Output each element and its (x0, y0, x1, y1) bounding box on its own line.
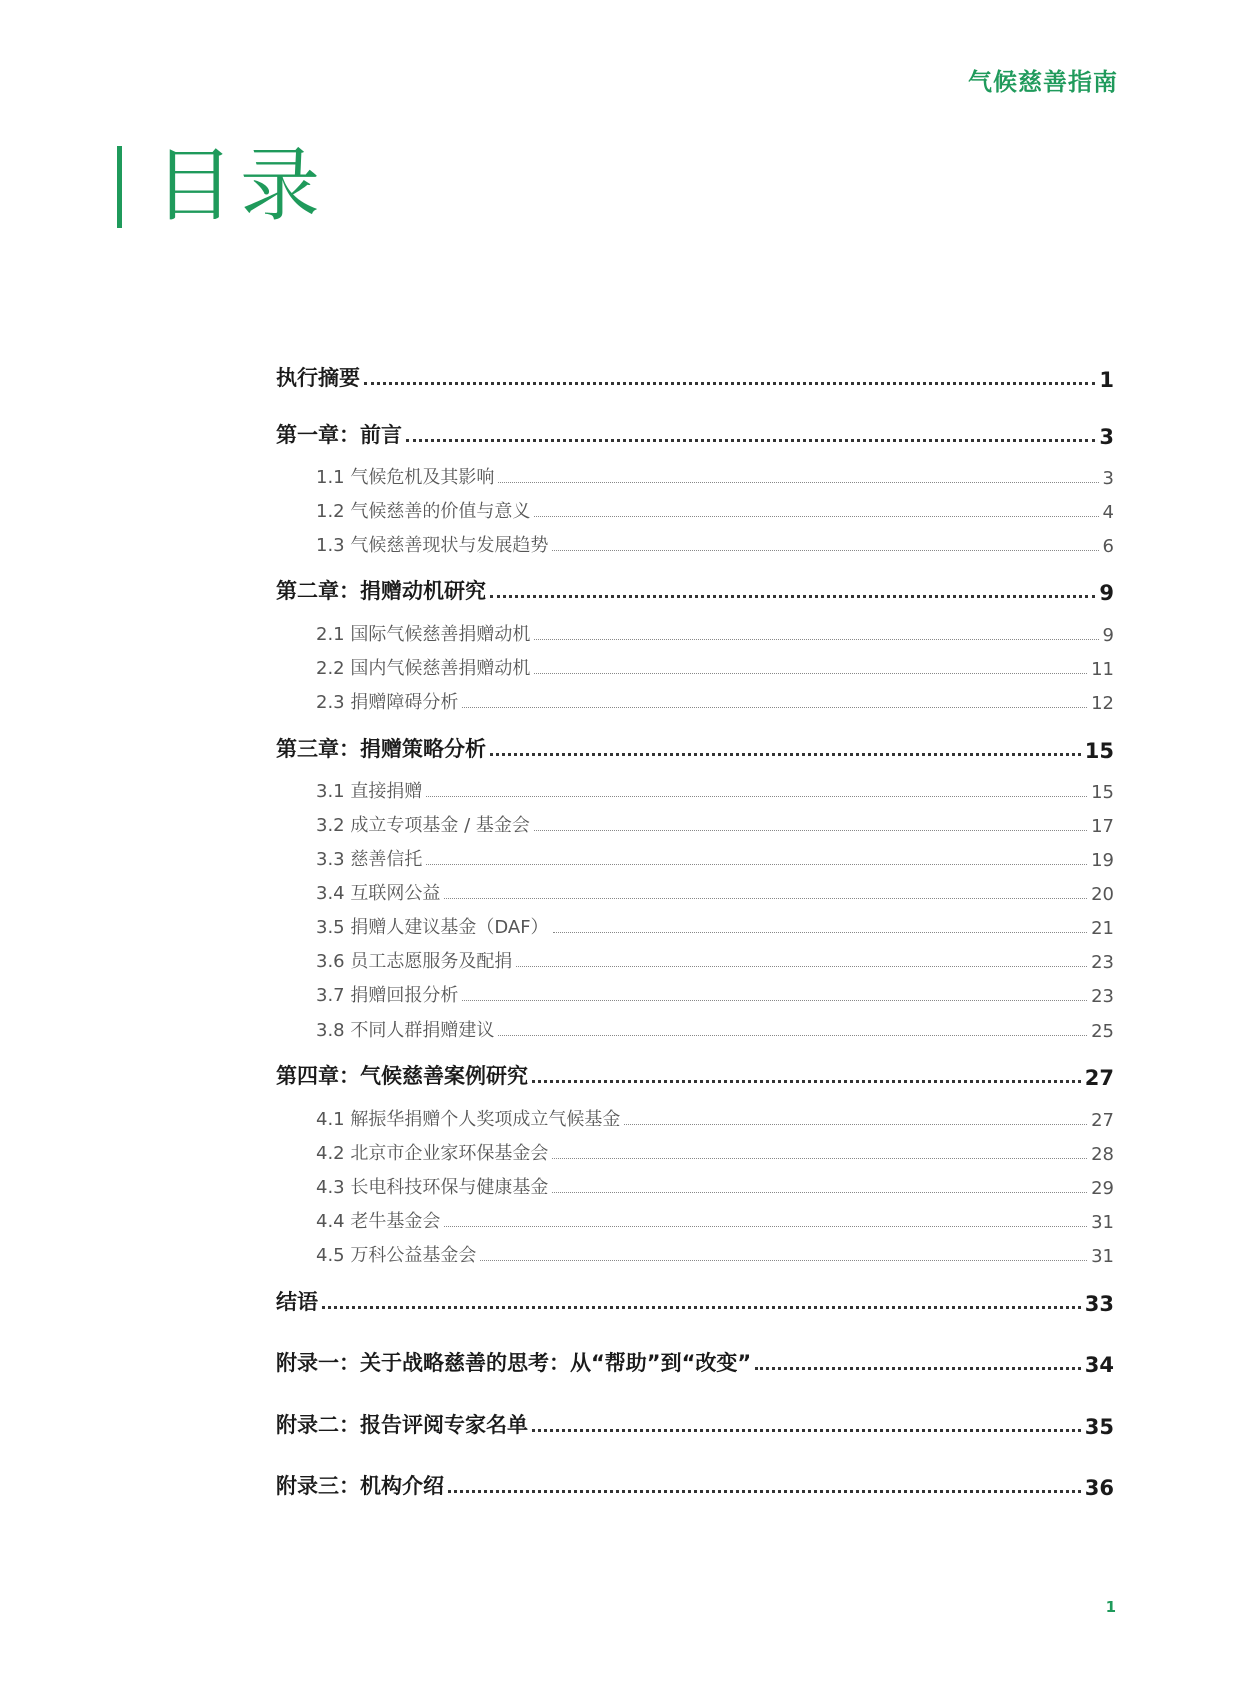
toc-entry-label: 附录二：报告评阅专家名单 (276, 1413, 528, 1437)
toc-leader-dots (552, 550, 1098, 551)
toc-leader-dots (490, 595, 1095, 598)
toc-entry[interactable] (276, 356, 1114, 392)
toc-leader-dots (426, 796, 1087, 797)
toc-entry-label: 结语 (276, 1290, 318, 1314)
toc-entry-page: 12 (1091, 693, 1114, 714)
toc-entry-label: 1.3 气候慈善现状与发展趋势 (316, 535, 549, 556)
toc-entry[interactable] (276, 1464, 1114, 1500)
toc-entry-label: 4.4 老牛基金会 (316, 1211, 441, 1232)
toc-leader-dots (406, 439, 1095, 442)
toc-entry-page: 4 (1102, 502, 1114, 523)
toc-subentry[interactable] (316, 1203, 1114, 1233)
toc-subentry[interactable] (316, 841, 1114, 871)
toc-entry-label: 第二章：捐赠动机研究 (276, 579, 486, 603)
toc-leader-dots (553, 932, 1088, 933)
toc-entry-label: 4.3 长电科技环保与健康基金 (316, 1177, 549, 1198)
toc-entry-label: 第一章：前言 (276, 423, 402, 447)
toc-entry-label: 2.3 捐赠障碍分析 (316, 692, 459, 713)
toc-leader-dots (364, 382, 1095, 385)
toc-entry-label: 4.1 解振华捐赠个人奖项成立气候基金 (316, 1109, 621, 1130)
toc-entry-label: 3.1 直接捐赠 (316, 781, 423, 802)
toc-entry-page: 28 (1091, 1144, 1114, 1165)
toc-entry-page: 6 (1102, 536, 1114, 557)
toc-subentry[interactable] (316, 1169, 1114, 1199)
toc-entry[interactable] (276, 1054, 1114, 1090)
toc-entry-page: 33 (1084, 1292, 1114, 1316)
toc-entry-page: 1 (1099, 368, 1114, 392)
toc-entry-page: 35 (1084, 1415, 1114, 1439)
toc-subentry[interactable] (316, 1012, 1114, 1042)
toc-subentry[interactable] (316, 875, 1114, 905)
toc-subentry[interactable] (316, 616, 1114, 646)
toc-entry-page: 23 (1091, 952, 1114, 973)
toc-entry-page: 9 (1102, 625, 1114, 646)
toc-entry-label: 3.3 慈善信托 (316, 849, 423, 870)
toc-entry-label: 1.1 气候危机及其影响 (316, 467, 495, 488)
toc-leader-dots (552, 1192, 1087, 1193)
toc-entry-page: 27 (1084, 1066, 1114, 1090)
toc-entry-page: 11 (1091, 659, 1114, 680)
toc-entry-page: 31 (1091, 1246, 1114, 1267)
toc-entry-page: 15 (1084, 739, 1114, 763)
toc-entry-page: 34 (1084, 1353, 1114, 1377)
toc-entry[interactable] (276, 1280, 1114, 1316)
toc-subentry[interactable] (316, 493, 1114, 523)
toc-leader-dots (755, 1367, 1081, 1370)
toc-entry-label: 2.1 国际气候慈善捐赠动机 (316, 624, 531, 645)
toc-entry-page: 9 (1099, 581, 1114, 605)
toc-subentry[interactable] (316, 977, 1114, 1007)
toc-subentry[interactable] (316, 909, 1114, 939)
toc-subentry[interactable] (316, 1135, 1114, 1165)
toc-entry-page: 21 (1091, 918, 1114, 939)
toc-entry-label: 第三章：捐赠策略分析 (276, 737, 486, 761)
toc-entry-page: 3 (1099, 425, 1114, 449)
toc-leader-dots (498, 482, 1098, 483)
toc-entry-label: 3.7 捐赠回报分析 (316, 985, 459, 1006)
toc-leader-dots (532, 1429, 1081, 1432)
toc-leader-dots (498, 1035, 1087, 1036)
toc-entry[interactable] (276, 1341, 1114, 1377)
toc-entry-page: 19 (1091, 850, 1114, 871)
toc-leader-dots (534, 673, 1087, 674)
toc-leader-dots (426, 864, 1087, 865)
toc-leader-dots (532, 1080, 1081, 1083)
toc-entry[interactable] (276, 727, 1114, 763)
toc-leader-dots (444, 1226, 1087, 1227)
toc-subentry[interactable] (316, 807, 1114, 837)
toc-entry-page: 31 (1091, 1212, 1114, 1233)
toc-leader-dots (322, 1306, 1081, 1309)
toc-subentry[interactable] (316, 650, 1114, 680)
toc-subentry[interactable] (316, 1101, 1114, 1131)
toc-leader-dots (552, 1158, 1087, 1159)
toc-entry-label: 4.2 北京市企业家环保基金会 (316, 1143, 549, 1164)
toc-leader-dots (448, 1490, 1081, 1493)
toc-entry-label: 3.6 员工志愿服务及配捐 (316, 951, 513, 972)
toc-entry[interactable] (276, 413, 1114, 449)
toc-leader-dots (534, 639, 1098, 640)
toc-leader-dots (490, 753, 1081, 756)
toc-subentry[interactable] (316, 1237, 1114, 1267)
toc-entry-page: 20 (1091, 884, 1114, 905)
toc-subentry[interactable] (316, 527, 1114, 557)
toc-entry-label: 1.2 气候慈善的价值与意义 (316, 501, 531, 522)
toc-leader-dots (462, 707, 1087, 708)
toc-entry-label: 附录一：关于战略慈善的思考：从“帮助”到“改变” (276, 1351, 752, 1375)
toc-entry-page: 25 (1091, 1021, 1114, 1042)
toc-leader-dots (534, 516, 1098, 517)
toc-subentry[interactable] (316, 459, 1114, 489)
toc-leader-dots (480, 1260, 1087, 1261)
page-title: 目录 (154, 139, 326, 232)
toc-entry-page: 29 (1091, 1178, 1114, 1199)
toc-entry-page: 27 (1091, 1110, 1114, 1131)
toc-entry-label: 4.5 万科公益基金会 (316, 1245, 477, 1266)
toc-leader-dots (462, 1000, 1087, 1001)
toc-entry-label: 3.2 成立专项基金 / 基金会 (316, 815, 530, 836)
toc-entry-page: 3 (1102, 468, 1114, 489)
toc-entry[interactable] (276, 569, 1114, 605)
toc-entry-page: 23 (1091, 986, 1114, 1007)
toc-entry-label: 2.2 国内气候慈善捐赠动机 (316, 658, 531, 679)
toc-entry-label: 3.4 互联网公益 (316, 883, 441, 904)
toc-subentry[interactable] (316, 773, 1114, 803)
toc-entry-label: 附录三：机构介绍 (276, 1474, 444, 1498)
toc-entry-label: 3.5 捐赠人建议基金（DAF） (316, 917, 549, 938)
page-number: 1 (1105, 1598, 1116, 1616)
toc-entry[interactable] (276, 1403, 1114, 1439)
toc-leader-dots (444, 898, 1087, 899)
toc-leader-dots (516, 966, 1087, 967)
toc-subentry[interactable] (316, 684, 1114, 714)
toc-entry-page: 36 (1084, 1476, 1114, 1500)
toc-entry-label: 3.8 不同人群捐赠建议 (316, 1020, 495, 1041)
toc-leader-dots (534, 830, 1087, 831)
toc-entry-page: 15 (1091, 782, 1114, 803)
toc-entry-label: 执行摘要 (276, 366, 360, 390)
toc-entry-label: 第四章：气候慈善案例研究 (276, 1064, 528, 1088)
toc-leader-dots (624, 1124, 1087, 1125)
header-title: 气候慈善指南 (968, 68, 1118, 96)
toc-subentry[interactable] (316, 943, 1114, 973)
toc-entry-page: 17 (1091, 816, 1114, 837)
